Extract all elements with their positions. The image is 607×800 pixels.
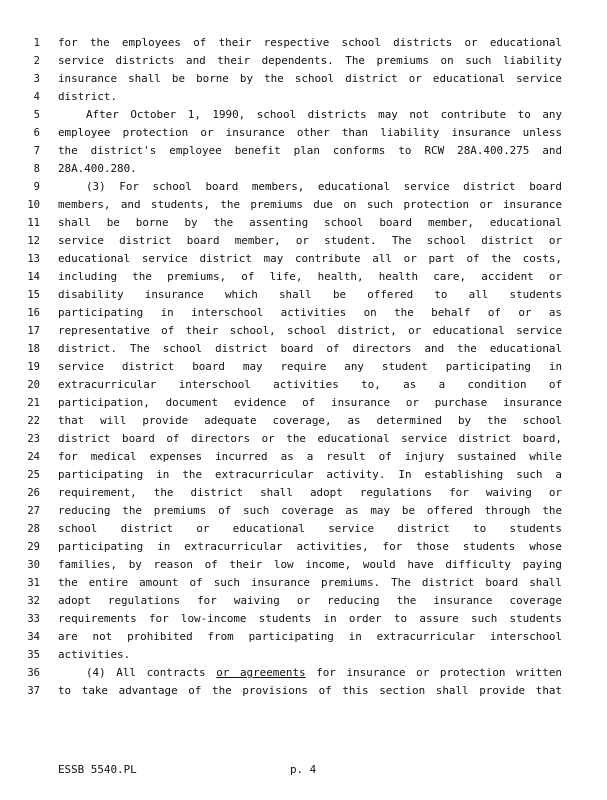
line-text: participation, document evidence of insurance or purchase insurance — [58, 396, 562, 409]
line-number: 25 — [27, 469, 40, 481]
text-line — [0, 430, 607, 448]
text-line — [0, 520, 607, 538]
line-text: are not prohibited from participating in extracurricular interschool — [58, 630, 562, 643]
text-line — [0, 538, 607, 556]
line-text: district board of directors or the educational service district board, — [58, 432, 562, 445]
text-line — [0, 502, 607, 520]
line-text: requirement, the district shall adopt regulations for waiving or — [58, 486, 562, 499]
text-line — [0, 304, 607, 322]
line-number: 7 — [33, 145, 40, 157]
line-text: (3) For school board members, educational service district board — [86, 180, 562, 193]
line-number: 15 — [27, 289, 40, 301]
line-text: activities. — [58, 648, 131, 661]
line-number: 18 — [27, 343, 40, 355]
line-text: disability insurance which shall be offered to all students — [58, 288, 562, 301]
line-text: the district's employee benefit plan conforms to RCW 28A.400.275 and — [58, 144, 562, 157]
line-text: participating in interschool activities on the behalf of or as — [58, 306, 562, 319]
line-text: educational service district may contribute all or part of the costs, — [58, 252, 562, 265]
line-number: 23 — [27, 433, 40, 445]
line-number: 20 — [27, 379, 40, 391]
text-line — [0, 34, 607, 52]
line-number: 29 — [27, 541, 40, 553]
text-line — [0, 556, 607, 574]
text-line — [0, 88, 607, 106]
line-number: 30 — [27, 559, 40, 571]
line-text: representative of their school, school district, or educational service — [58, 324, 562, 337]
bill-identifier: ESSB 5540.PL — [58, 763, 137, 776]
line-text: participating in the extracurricular activity. In establishing such a — [58, 468, 562, 481]
line-number: 13 — [27, 253, 40, 265]
text-line — [0, 106, 607, 124]
text-line — [0, 448, 607, 466]
text-line — [0, 664, 607, 682]
text-line — [0, 610, 607, 628]
line-number: 17 — [27, 325, 40, 337]
page-number: p. 4 — [290, 763, 317, 776]
line-text: to take advantage of the provisions of this section shall provide that — [58, 684, 562, 697]
line-text: school district or educational service district to students — [58, 522, 562, 535]
line-text: insurance shall be borne by the school district or educational service — [58, 72, 562, 85]
line-text — [86, 664, 562, 682]
text-line — [0, 196, 607, 214]
line-number: 2 — [33, 55, 40, 67]
line-number: 4 — [33, 91, 40, 103]
line-text: employee protection or insurance other than liability insurance unless — [58, 126, 562, 139]
line-text: 28A.400.280. — [58, 162, 137, 175]
text-line — [0, 340, 607, 358]
line-number: 19 — [27, 361, 40, 373]
text-line — [0, 250, 607, 268]
text-line — [0, 376, 607, 394]
text-line — [0, 412, 607, 430]
line-number: 1 — [33, 37, 40, 49]
line-text: service district board member, or student. The school district or — [58, 234, 562, 247]
line-number: 21 — [27, 397, 40, 409]
line-text-post: for insurance or protection written — [305, 666, 562, 679]
line-number: 36 — [27, 667, 40, 679]
line-number: 33 — [27, 613, 40, 625]
text-line — [0, 592, 607, 610]
document-body — [0, 34, 607, 700]
line-number: 10 — [27, 199, 40, 211]
line-text: reducing the premiums of such coverage as may be offered through the — [58, 504, 562, 517]
line-number: 26 — [27, 487, 40, 499]
line-text: After October 1, 1990, school districts may not contribute to any — [86, 108, 562, 121]
line-number: 35 — [27, 649, 40, 661]
line-number: 32 — [27, 595, 40, 607]
line-text: service district board may require any student participating in — [58, 360, 562, 373]
line-number: 8 — [33, 163, 40, 175]
line-number: 14 — [27, 271, 40, 283]
line-number: 31 — [27, 577, 40, 589]
text-line — [0, 214, 607, 232]
line-text: participating in extracurricular activities, for those students whose — [58, 540, 562, 553]
line-text-pre: (4) All contracts — [86, 666, 217, 679]
line-text: district. The school district board of directors and the educational — [58, 342, 562, 355]
text-line — [0, 124, 607, 142]
text-line — [0, 160, 607, 178]
text-line — [0, 628, 607, 646]
line-number: 24 — [27, 451, 40, 463]
line-text: for medical expenses incurred as a result of injury sustained while — [58, 450, 562, 463]
line-number: 16 — [27, 307, 40, 319]
line-text: adopt regulations for waiving or reducing the insurance coverage — [58, 594, 562, 607]
line-text: for the employees of their respective school districts or educational — [58, 36, 562, 49]
line-number: 37 — [27, 685, 40, 697]
text-line — [0, 394, 607, 412]
text-line — [0, 466, 607, 484]
text-line — [0, 322, 607, 340]
text-line — [0, 178, 607, 196]
line-text: that will provide adequate coverage, as determined by the school — [58, 414, 562, 427]
line-number: 6 — [33, 127, 40, 139]
text-line — [0, 646, 607, 664]
line-text: the entire amount of such insurance premiums. The district board shall — [58, 576, 562, 589]
line-text: district. — [58, 90, 118, 103]
text-line — [0, 52, 607, 70]
line-number: 9 — [33, 181, 40, 193]
inserted-underlined-text: or agreements — [216, 666, 306, 679]
page-footer — [58, 763, 562, 779]
text-line — [0, 358, 607, 376]
line-text: requirements for low-income students in order to assure such students — [58, 612, 562, 625]
line-number: 27 — [27, 505, 40, 517]
line-number: 5 — [33, 109, 40, 121]
line-number: 3 — [33, 73, 40, 85]
line-text: members, and students, the premiums due on such protection or insurance — [58, 198, 562, 211]
line-number: 28 — [27, 523, 40, 535]
line-number: 34 — [27, 631, 40, 643]
line-text: including the premiums, of life, health, health care, accident or — [58, 270, 562, 283]
text-line — [0, 286, 607, 304]
text-line — [0, 682, 607, 700]
text-line — [0, 484, 607, 502]
line-text: families, by reason of their low income, would have difficulty paying — [58, 558, 562, 571]
text-line — [0, 142, 607, 160]
line-text: shall be borne by the assenting school board member, educational — [58, 216, 562, 229]
text-line — [0, 70, 607, 88]
line-number: 12 — [27, 235, 40, 247]
line-number: 22 — [27, 415, 40, 427]
text-line — [0, 268, 607, 286]
text-line — [0, 574, 607, 592]
line-text: service districts and their dependents. The premiums on such liability — [58, 54, 562, 67]
line-text: extracurricular interschool activities to, as a condition of — [58, 378, 562, 391]
line-number: 11 — [27, 217, 40, 229]
text-line — [0, 232, 607, 250]
